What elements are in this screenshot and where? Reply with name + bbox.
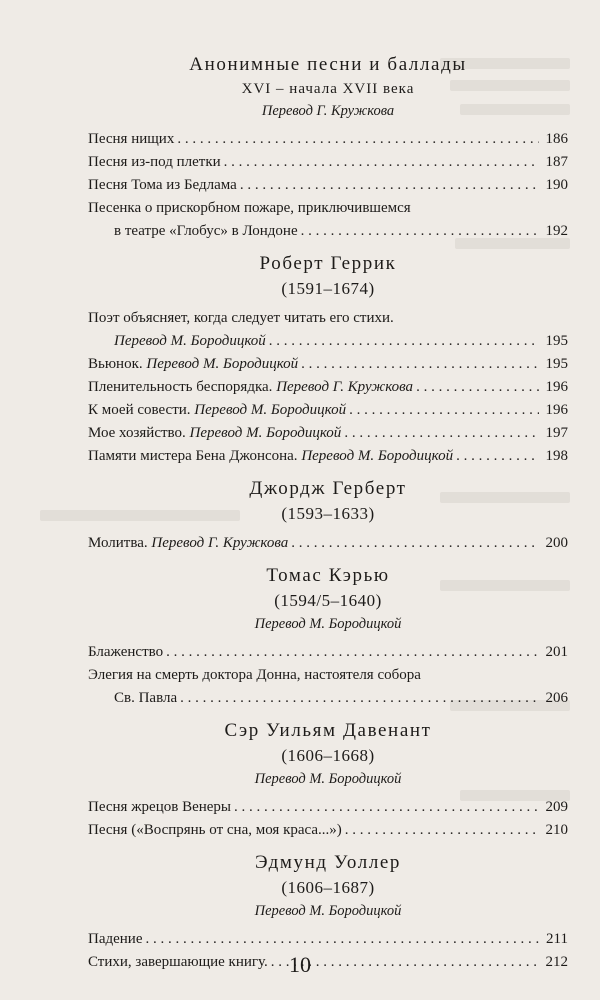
entry-page-number: 192: [545, 223, 568, 239]
entry-translator: Перевод Г. Кружкова: [276, 379, 414, 395]
entry-title: Элегия на смерть доктора Донна, настоятеля собора: [88, 667, 421, 683]
entries-list: [88, 307, 568, 468]
entry-translator: Перевод М. Бородицкой: [301, 448, 454, 464]
entry-title: Пленительность беспорядка.: [88, 379, 273, 395]
entry-title: Св. Павла: [114, 690, 178, 706]
toc-entry[interactable]: [88, 197, 568, 243]
toc-entry[interactable]: [88, 445, 568, 468]
entry-title: Песня («Воспрянь от сна, моя краса...»): [88, 822, 342, 838]
entry-page-number: 212: [545, 954, 568, 970]
entry-title: Молитва.: [88, 535, 148, 551]
author-dates: (1606–1668): [281, 746, 375, 765]
entry-page-number: 209: [545, 799, 568, 815]
toc-entry[interactable]: [88, 422, 568, 445]
entry-title: Вьюнок.: [88, 356, 143, 372]
toc-entry[interactable]: [88, 664, 568, 710]
entries-list: [88, 641, 568, 710]
entry-page-number: 198: [545, 448, 568, 464]
entry-title: К моей совести.: [88, 402, 191, 418]
entry-title: Песня нищих: [88, 131, 175, 147]
entry-translator: Перевод М. Бородицкой: [194, 402, 347, 418]
entries-list: [88, 532, 568, 555]
toc-section: [88, 251, 568, 468]
leader-dots: [349, 399, 539, 422]
section-translator: Перевод М. Бородицкой: [254, 771, 402, 787]
toc-entry[interactable]: [88, 928, 568, 951]
toc-entry[interactable]: [88, 641, 568, 664]
toc-entry[interactable]: [88, 532, 568, 555]
section-translator: Перевод М. Бородицкой: [254, 903, 402, 919]
section-translator: Перевод Г. Кружкова: [261, 103, 395, 119]
section-subheading: XVI – начала XVII века: [241, 81, 415, 97]
toc-entry[interactable]: [88, 399, 568, 422]
entry-page-number: 186: [545, 131, 568, 147]
author-heading: Томас Кэрью: [266, 565, 390, 586]
leader-dots: [456, 445, 539, 468]
toc-section: [88, 476, 568, 555]
leader-dots: [344, 422, 539, 445]
entry-translator: Перевод Г. Кружкова: [151, 535, 289, 551]
entry-title: Памяти мистера Бена Джонсона.: [88, 448, 298, 464]
entries-list: [88, 128, 568, 243]
leader-dots: [166, 641, 539, 664]
leader-dots: [416, 376, 539, 399]
author-dates: (1606–1687): [281, 878, 375, 897]
entry-page-number: 200: [545, 535, 568, 551]
toc-entry[interactable]: [88, 307, 568, 353]
author-dates: (1593–1633): [281, 504, 375, 523]
toc-section: [88, 52, 568, 243]
section-translator: Перевод М. Бородицкой: [254, 616, 402, 632]
entry-page-number: 197: [545, 425, 568, 441]
leader-dots: [269, 330, 539, 353]
toc-entry[interactable]: [88, 151, 568, 174]
entry-page-number: 201: [545, 644, 568, 660]
entry-page-number: 195: [545, 356, 568, 372]
entry-translator: Перевод М. Бородицкой: [146, 356, 299, 372]
entry-page-number: 187: [545, 154, 568, 170]
entry-title: Мое хозяйство.: [88, 425, 186, 441]
leader-dots: [345, 819, 539, 842]
toc-section: [88, 563, 568, 710]
toc-entry[interactable]: [88, 376, 568, 399]
toc-entry[interactable]: [88, 819, 568, 842]
author-dates: (1591–1674): [281, 279, 375, 298]
leader-dots: [146, 928, 540, 951]
entry-title: Песня Тома из Бедлама: [88, 177, 237, 193]
entry-title: Стихи, завершающие книгу.: [88, 954, 268, 970]
entry-title: Песенка о прискорбном пожаре, приключившемся: [88, 200, 411, 216]
toc-entry[interactable]: [88, 353, 568, 376]
toc-entry[interactable]: [88, 796, 568, 819]
entry-title: Поэт объясняет, когда следует читать его стихи.: [88, 310, 394, 326]
entry-page-number: 196: [545, 379, 568, 395]
author-heading: Анонимные песни и баллады: [189, 54, 467, 75]
entry-page-number: 206: [545, 690, 568, 706]
entry-page-number: 190: [545, 177, 568, 193]
leader-dots: [301, 353, 539, 376]
leader-dots: [224, 151, 539, 174]
author-dates: (1594/5–1640): [274, 591, 382, 610]
entry-title: Песня жрецов Венеры: [88, 799, 232, 815]
leader-dots: [177, 128, 539, 151]
page-number: 10: [289, 952, 311, 977]
toc-entry[interactable]: [88, 174, 568, 197]
leader-dots: [234, 796, 539, 819]
entry-translator: Перевод М. Бородицкой: [114, 333, 266, 349]
entry-page-number: 196: [545, 402, 568, 418]
entry-title: Песня из-под плетки: [88, 154, 221, 170]
entry-translator: Перевод М. Бородицкой: [189, 425, 342, 441]
leader-dots: [240, 174, 539, 197]
entry-title: Падение: [88, 931, 143, 947]
entry-page-number: 211: [546, 931, 568, 947]
toc-section: [88, 718, 568, 842]
entry-page-number: 210: [545, 822, 568, 838]
entries-list: [88, 796, 568, 842]
entry-page-number: 195: [545, 333, 568, 349]
entry-title: Блаженство: [88, 644, 164, 660]
author-heading: Роберт Геррик: [259, 253, 397, 274]
author-heading: Джордж Герберт: [249, 478, 407, 499]
author-heading: Сэр Уильям Давенант: [224, 720, 432, 741]
author-heading: Эдмунд Уоллер: [254, 852, 402, 873]
toc-entry[interactable]: [88, 128, 568, 151]
leader-dots: [301, 220, 539, 243]
leader-dots: [291, 532, 539, 555]
leader-dots: [180, 687, 539, 710]
table-of-contents: [88, 52, 568, 982]
entry-title: в театре «Глобус» в Лондоне: [114, 223, 298, 239]
